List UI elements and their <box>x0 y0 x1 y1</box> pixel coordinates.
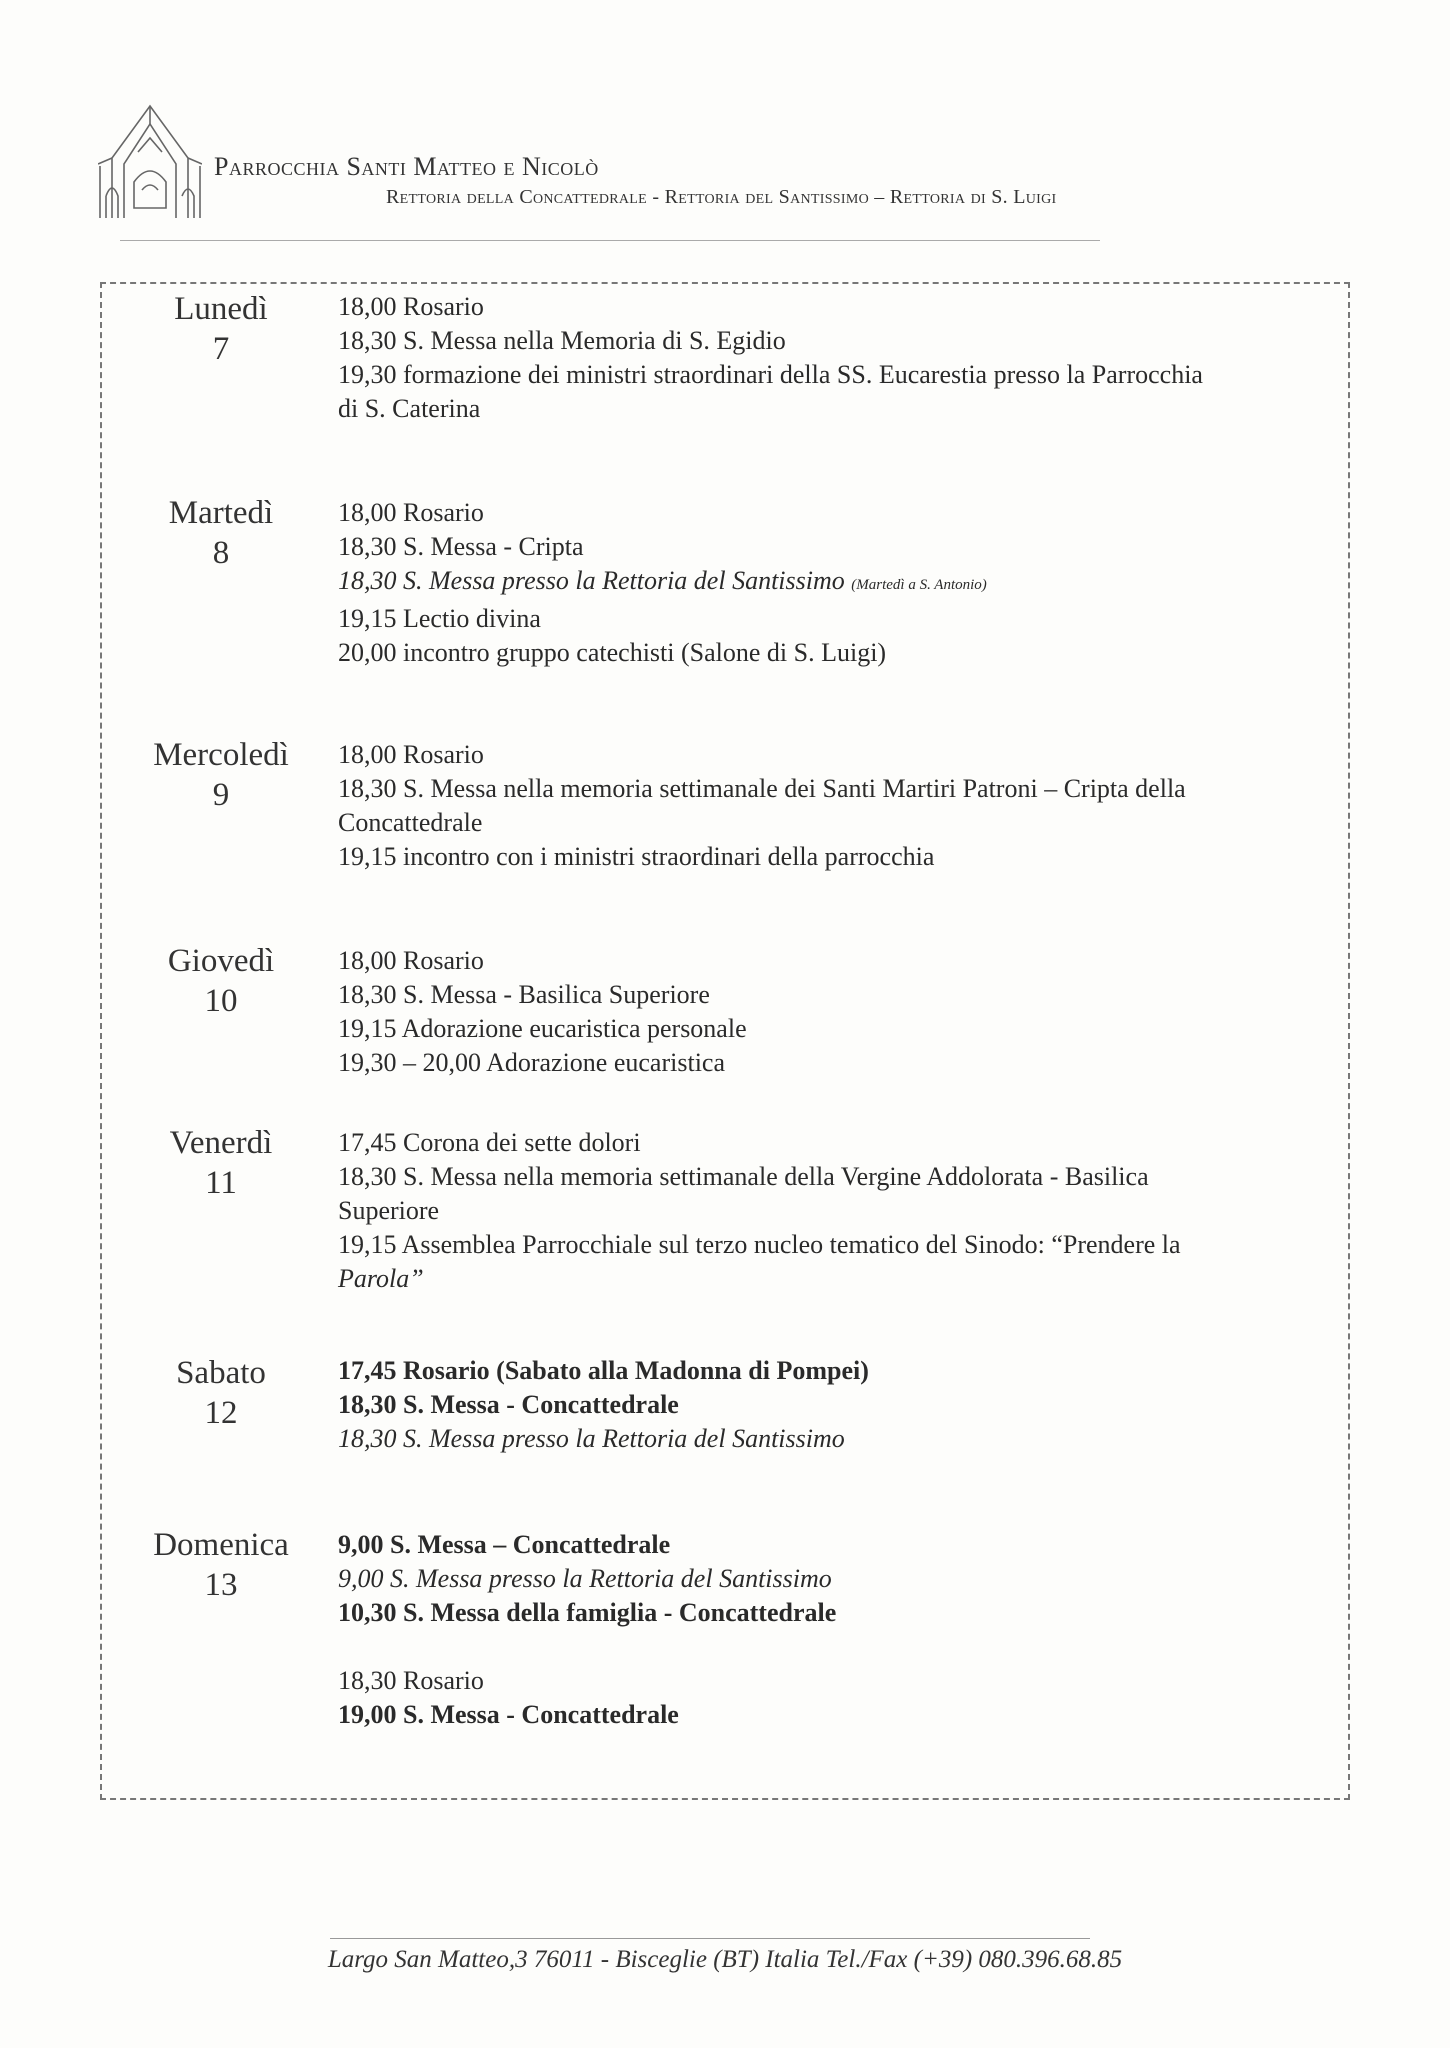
schedule-entry <box>338 564 1338 602</box>
day-entries <box>338 738 1338 874</box>
day-entries <box>338 1528 1338 1732</box>
day-name: Domenica <box>153 1527 289 1563</box>
day-entries <box>338 944 1338 1080</box>
weekly-schedule-box <box>100 282 1350 1800</box>
schedule-entry: Parola” <box>338 1264 424 1293</box>
schedule-entry: 17,45 Corona dei sette dolori <box>338 1128 641 1157</box>
day-entries <box>338 496 1338 670</box>
day-number: 9 <box>212 777 230 813</box>
day-number: 7 <box>212 331 230 367</box>
schedule-entry: 10,30 S. Messa della famiglia - Concattedrale <box>338 1598 837 1627</box>
header-subtitle: Rettoria della Concattedrale - Rettoria del Santissimo – Rettoria di S. Luigi <box>386 186 1057 208</box>
day-entries <box>338 290 1338 426</box>
schedule-entry: 18,00 Rosario <box>338 292 484 321</box>
schedule-entry: 18,30 S. Messa - Cripta <box>338 532 584 561</box>
day-number: 10 <box>204 983 238 1019</box>
schedule-entry: 18,30 S. Messa nella memoria settimanale della Vergine Addolorata - Basilica <box>338 1162 1149 1191</box>
schedule-entry: 19,15 Adorazione eucaristica personale <box>338 1014 747 1043</box>
schedule-entry: 20,00 incontro gruppo catechisti (Salone di S. Luigi) <box>338 638 887 667</box>
schedule-entry: 18,00 Rosario <box>338 740 484 769</box>
day-name: Sabato <box>176 1355 266 1391</box>
day-entries <box>338 1354 1338 1456</box>
schedule-entry: 19,30 – 20,00 Adorazione eucaristica <box>338 1048 725 1077</box>
church-logo-icon <box>98 100 202 218</box>
header-divider <box>120 240 1100 241</box>
schedule-entry: 17,45 Rosario (Sabato alla Madonna di Pompei) <box>338 1356 869 1385</box>
schedule-entry: 19,15 Lectio divina <box>338 604 541 633</box>
header-title: Parrocchia Santi Matteo e Nicolò <box>214 152 599 181</box>
schedule-entry: Superiore <box>338 1196 440 1225</box>
schedule-entry: 18,00 Rosario <box>338 498 484 527</box>
day-name: Giovedì <box>167 943 275 979</box>
day-number: 8 <box>212 535 230 571</box>
schedule-entry: 18,30 S. Messa - Concattedrale <box>338 1390 679 1419</box>
schedule-entry: 19,15 incontro con i ministri straordinari della parrocchia <box>338 842 935 871</box>
schedule-entry: 18,30 S. Messa presso la Rettoria del Santissimo <box>338 1424 845 1453</box>
schedule-entry: di S. Caterina <box>338 394 481 423</box>
schedule-entry: 18,30 Rosario <box>338 1666 484 1695</box>
schedule-entry: 18,30 S. Messa - Basilica Superiore <box>338 980 710 1009</box>
day-number: 12 <box>204 1395 238 1431</box>
schedule-entry: 18,30 S. Messa nella memoria settimanale dei Santi Martiri Patroni – Cripta della <box>338 774 1186 803</box>
schedule-entry: 18,00 Rosario <box>338 946 484 975</box>
day-number: 11 <box>205 1165 237 1201</box>
schedule-entry: 19,00 S. Messa - Concattedrale <box>338 1700 679 1729</box>
schedule-entry: 9,00 S. Messa presso la Rettoria del Santissimo <box>338 1564 832 1593</box>
day-name: Mercoledì <box>153 737 289 773</box>
day-name: Martedì <box>168 495 274 531</box>
schedule-entry: 19,30 formazione dei ministri straordinari della SS. Eucarestia presso la Parrocchia <box>338 360 1203 389</box>
schedule-entry: 19,15 Assemblea Parrocchiale sul terzo nucleo tematico del Sinodo: “Prendere la <box>338 1230 1181 1259</box>
day-number: 13 <box>204 1567 238 1603</box>
day-entries <box>338 1126 1338 1296</box>
entry-note: (Martedì a S. Antonio) <box>851 577 987 593</box>
footer-divider <box>330 1938 1090 1939</box>
entry-text: 18,30 S. Messa presso la Rettoria del Santissimo <box>338 566 845 595</box>
day-name: Lunedì <box>174 291 268 327</box>
schedule-entry: 18,30 S. Messa nella Memoria di S. Egidio <box>338 326 786 355</box>
schedule-entry: Concattedrale <box>338 808 483 837</box>
schedule-entry: 9,00 S. Messa – Concattedrale <box>338 1530 671 1559</box>
day-name: Venerdì <box>169 1125 273 1161</box>
footer-address: Largo San Matteo,3 76011 - Bisceglie (BT) Italia Tel./Fax (+39) 080.396.68.85 <box>327 1946 1123 1973</box>
